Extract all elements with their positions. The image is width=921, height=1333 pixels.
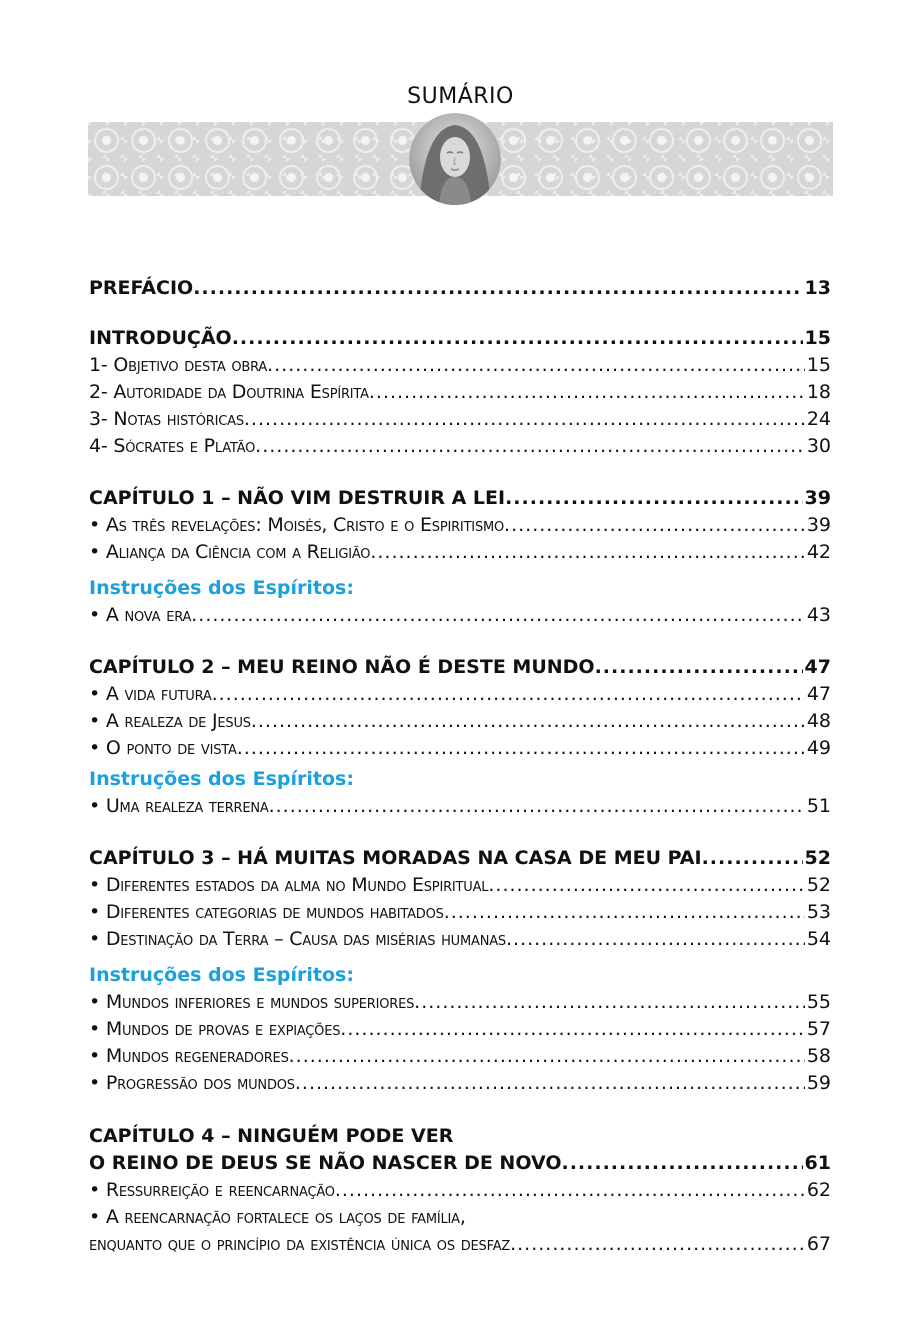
toc-entry[interactable]: • Uma realeza terrena ..... 51	[89, 793, 831, 819]
toc-entry[interactable]: • Diferentes estados da alma no Mundo Espiritual ..... 52	[89, 872, 831, 898]
toc-entry[interactable]: enquanto que o princípio da existência única os desfaz ..... 67	[89, 1231, 831, 1257]
toc-entry[interactable]: 4- Sócrates e Platão ..... 30	[89, 433, 831, 459]
toc-entry[interactable]: 3- Notas históricas ..... 24	[89, 406, 831, 432]
toc-entry-prefacio[interactable]: PREFÁCIO ..... 13	[89, 275, 831, 301]
toc-entry[interactable]: • Ressurreição e reencarnação ..... 62	[89, 1177, 831, 1203]
toc-entry[interactable]: • A realeza de Jesus ..... 48	[89, 708, 831, 734]
madonna-medallion-icon	[409, 113, 501, 205]
toc-entry-capitulo-2[interactable]: CAPÍTULO 2 – MEU REINO NÃO É DESTE MUNDO ..... 47	[89, 654, 831, 680]
toc-entry-capitulo-4[interactable]: O REINO DE DEUS SE NÃO NASCER DE NOVO ..... 61	[89, 1150, 831, 1176]
toc-entry-capitulo-1[interactable]: CAPÍTULO 1 – NÃO VIM DESTRUIR A LEI ..... 39	[89, 485, 831, 511]
section-heading-instrucoes: Instruções dos Espíritos:	[89, 768, 354, 790]
toc-entry[interactable]: • A vida futura ..... 47	[89, 681, 831, 707]
toc-entry[interactable]: • As três revelações: Moisés, Cristo e o Espiritismo ..... 39	[89, 512, 831, 538]
toc-entry[interactable]: • Diferentes categorias de mundos habitados ..... 53	[89, 899, 831, 925]
toc-entry-introducao[interactable]: INTRODUÇÃO ..... 15	[89, 325, 831, 351]
toc-entry-multiline-1[interactable]: • A reencarnação fortalece os laços de família,	[89, 1206, 466, 1228]
toc-entry[interactable]: 1- Objetivo desta obra ..... 15	[89, 352, 831, 378]
toc-entry-capitulo-3[interactable]: CAPÍTULO 3 – HÁ MUITAS MORADAS NA CASA DE MEU PAI ..... 52	[89, 845, 831, 871]
toc-entry[interactable]: • A nova era ..... 43	[89, 602, 831, 628]
toc-entry[interactable]: • Mundos de provas e expiações ..... 57	[89, 1016, 831, 1042]
toc-entry[interactable]: • Destinação da Terra – Causa das misérias humanas ..... 54	[89, 926, 831, 952]
toc-entry[interactable]: • O ponto de vista ..... 49	[89, 735, 831, 761]
toc-entry-capitulo-4-line1[interactable]: CAPÍTULO 4 – NINGUÉM PODE VER	[89, 1125, 454, 1147]
toc-entry[interactable]: • Progressão dos mundos ..... 59	[89, 1070, 831, 1096]
toc-entry[interactable]: • Mundos regeneradores ..... 58	[89, 1043, 831, 1069]
toc-entry[interactable]: 2- Autoridade da Doutrina Espírita ..... 18	[89, 379, 831, 405]
section-heading-instrucoes: Instruções dos Espíritos:	[89, 964, 354, 986]
toc-entry[interactable]: • Aliança da Ciência com a Religião ..... 42	[89, 539, 831, 565]
section-heading-instrucoes: Instruções dos Espíritos:	[89, 577, 354, 599]
toc-entry[interactable]: • Mundos inferiores e mundos superiores ..... 55	[89, 989, 831, 1015]
page-title: SUMÁRIO	[407, 84, 514, 109]
